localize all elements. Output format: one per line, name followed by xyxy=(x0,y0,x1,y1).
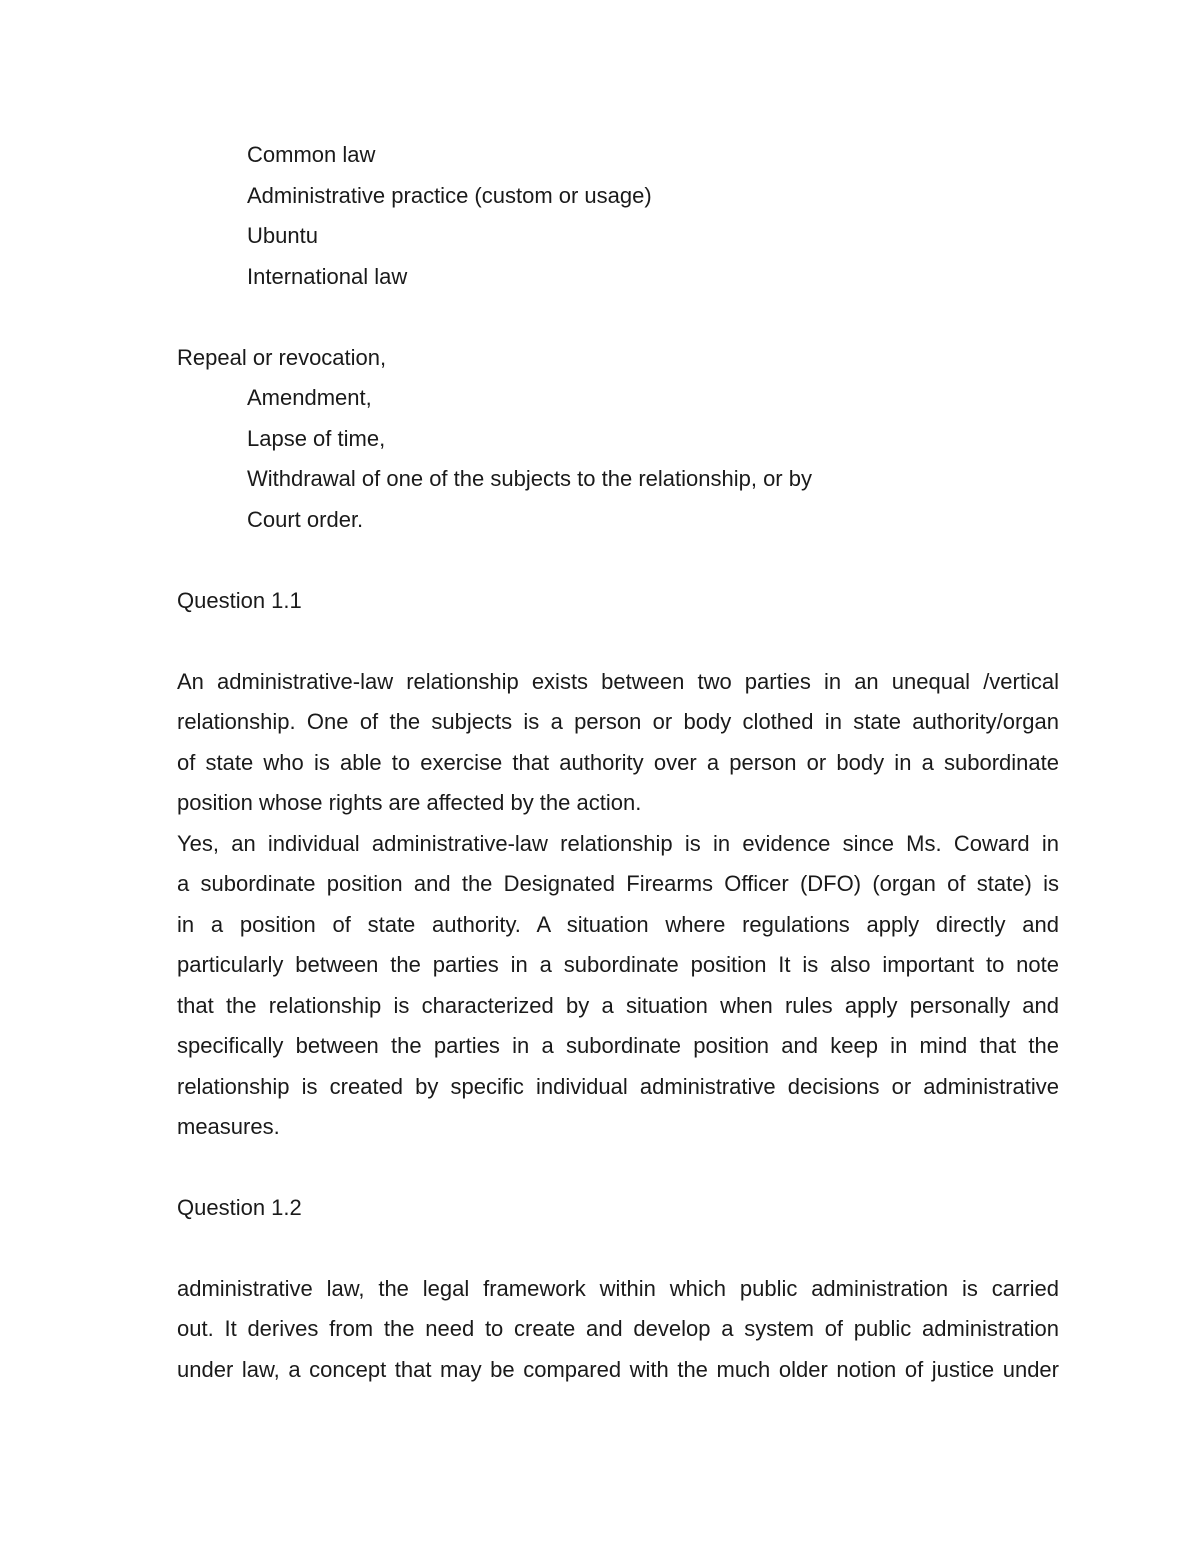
paragraph-line: relationship is created by specific individual administrative decisions or administrative xyxy=(177,1074,1059,1099)
paragraph-line: Yes, an individual administrative-law relationship is in evidence since Ms. Coward in xyxy=(177,831,1059,856)
question-heading: Question 1.1 xyxy=(177,588,302,613)
termination-item: Lapse of time, xyxy=(247,426,386,451)
paragraph-line: measures. xyxy=(177,1114,280,1139)
paragraph-line: administrative law, the legal framework within which public administration is carried xyxy=(177,1276,1059,1301)
paragraph-line: under law, a concept that may be compared with the much older notion of justice under xyxy=(177,1357,1059,1382)
paragraph-line: a subordinate position and the Designated Firearms Officer (DFO) (organ of state) is xyxy=(177,871,1059,896)
source-item: Common law xyxy=(247,142,376,167)
paragraph-line: An administrative-law relationship exists between two parties in an unequal /vertical xyxy=(177,669,1059,694)
paragraph-line: in a position of state authority. A situation where regulations apply directly and xyxy=(177,912,1059,937)
paragraph-line: particularly between the parties in a subordinate position It is also important to note xyxy=(177,952,1059,977)
question-heading: Question 1.2 xyxy=(177,1195,302,1220)
source-item: Ubuntu xyxy=(247,223,318,248)
paragraph-line: out. It derives from the need to create and develop a system of public administration xyxy=(177,1316,1059,1341)
termination-item: Court order. xyxy=(247,507,364,532)
termination-item: Amendment, xyxy=(247,385,372,410)
source-item: International law xyxy=(247,264,408,289)
paragraph-line: position whose rights are affected by the action. xyxy=(177,790,642,815)
termination-heading: Repeal or revocation, xyxy=(177,345,387,370)
paragraph-line: that the relationship is characterized by a situation when rules apply personally and xyxy=(177,993,1059,1018)
termination-item: Withdrawal of one of the subjects to the relationship, or by xyxy=(247,466,812,491)
source-item: Administrative practice (custom or usage) xyxy=(247,183,652,208)
paragraph-line: relationship. One of the subjects is a person or body clothed in state authority/organ xyxy=(177,709,1059,734)
paragraph-line: specifically between the parties in a subordinate position and keep in mind that the xyxy=(177,1033,1059,1058)
paragraph-line: of state who is able to exercise that authority over a person or body in a subordinate xyxy=(177,750,1059,775)
